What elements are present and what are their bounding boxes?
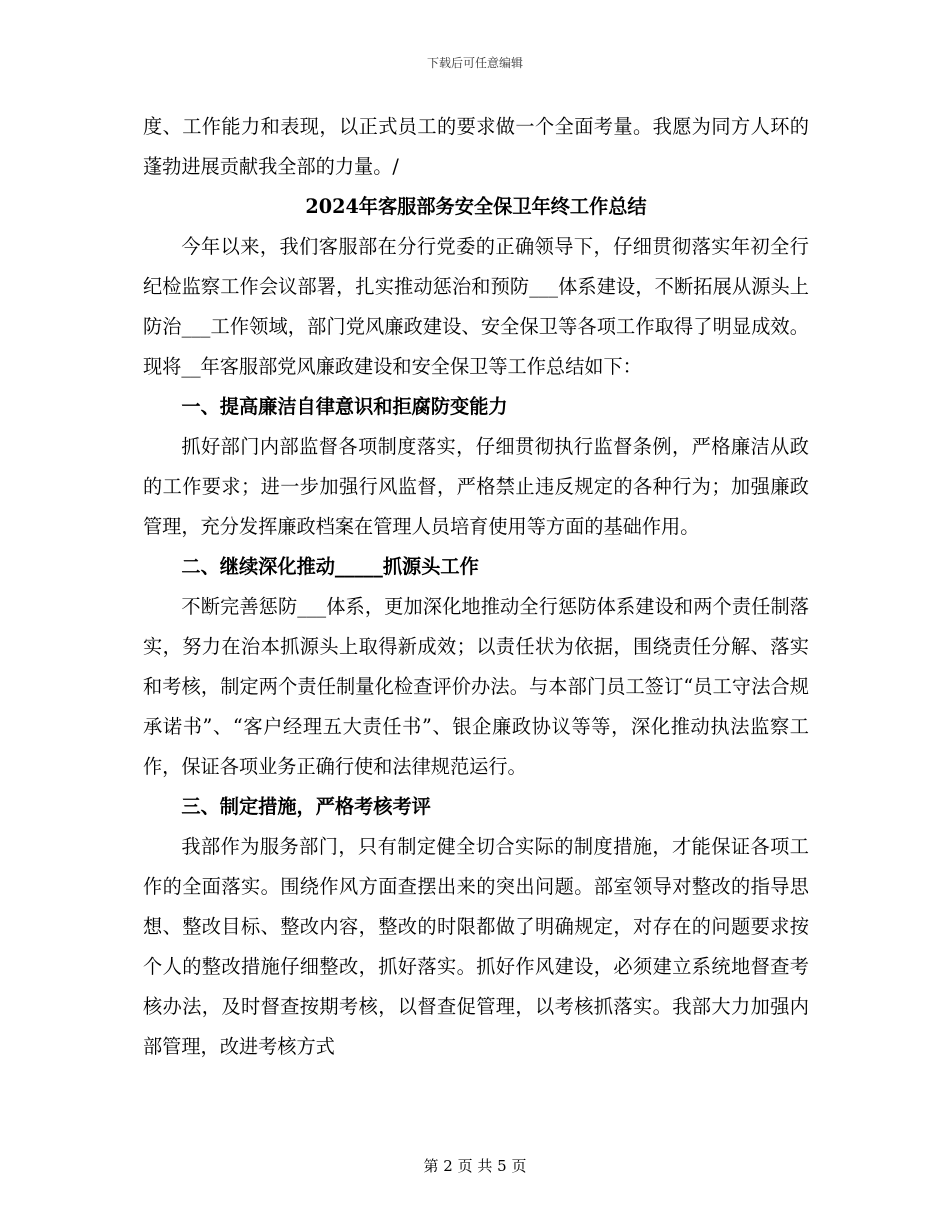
section-heading-2: 二、继续深化推动_____抓源头工作: [181, 555, 479, 578]
opening-paragraph: 今年以来，我们客服部在分行党委的正确领导下，仔细贯彻落实年初全行纪检监察工作会议部署，扎实推动惩治和预防___体系建设，不断拓展从源头上防治___工作领域，部门党风廉政建设、安全保卫等各项工作取得了明显成效。现将__年客服部党风廉政建设和安全保卫等工作总结如下：: [143, 235, 809, 378]
page-header: 下载后可任意编辑: [426, 56, 523, 70]
section-body-3: 我部作为服务部门，只有制定健全切合实际的制度措施，才能保证各项工作的全面落实。围绕作风方面查摆出来的突出问题。部室领导对整改的指导思想、整改目标、整改内容，整改的时限都做了明确规定，对存在的问题要求按个人的整改措施仔细整改，抓好落实。抓好作风建设，必须建立系统地督查考核办法，及时督查按期考核，以督查促管理，以考核抓落实。我部大力加强内部管理，改进考核方式: [143, 835, 809, 1058]
section-body-2: 不断完善惩防___体系，更加深化地推动全行惩防体系建设和两个责任制落实，努力在治本抓源头上取得新成效；以责任状为依据，围绕责任分解、落实和考核，制定两个责任制量化检查评价办法。与本部门员工签订“员工守法合规承诺书”、“客户经理五大责任书”、银企廉政协议等等，深化推动执法监察工作，保证各项业务正确行使和法律规范运行。: [143, 595, 809, 778]
document-title: 2024年客服部务安全保卫年终工作总结: [305, 195, 647, 218]
section-body-1: 抓好部门内部监督各项制度落实，仔细贯彻执行监督条例，严格廉洁从政的工作要求；进一步加强行风监督，严格禁止违反规定的各种行为；加强廉政管理，充分发挥廉政档案在管理人员培育使用等方面的基础作用。: [143, 435, 809, 538]
section-heading-3: 三、制定措施，严格考核考评: [181, 795, 431, 818]
section-heading-1: 一、提高廉洁自律意识和拒腐防变能力: [181, 395, 508, 418]
intro-paragraph: 度、工作能力和表现，以正式员工的要求做一个全面考量。我愿为同方人环的蓬勃进展贡献我全部的力量。/: [143, 115, 809, 178]
page-footer: 第 2 页 共 5 页: [423, 1157, 527, 1175]
document-body: [143, 107, 809, 1067]
